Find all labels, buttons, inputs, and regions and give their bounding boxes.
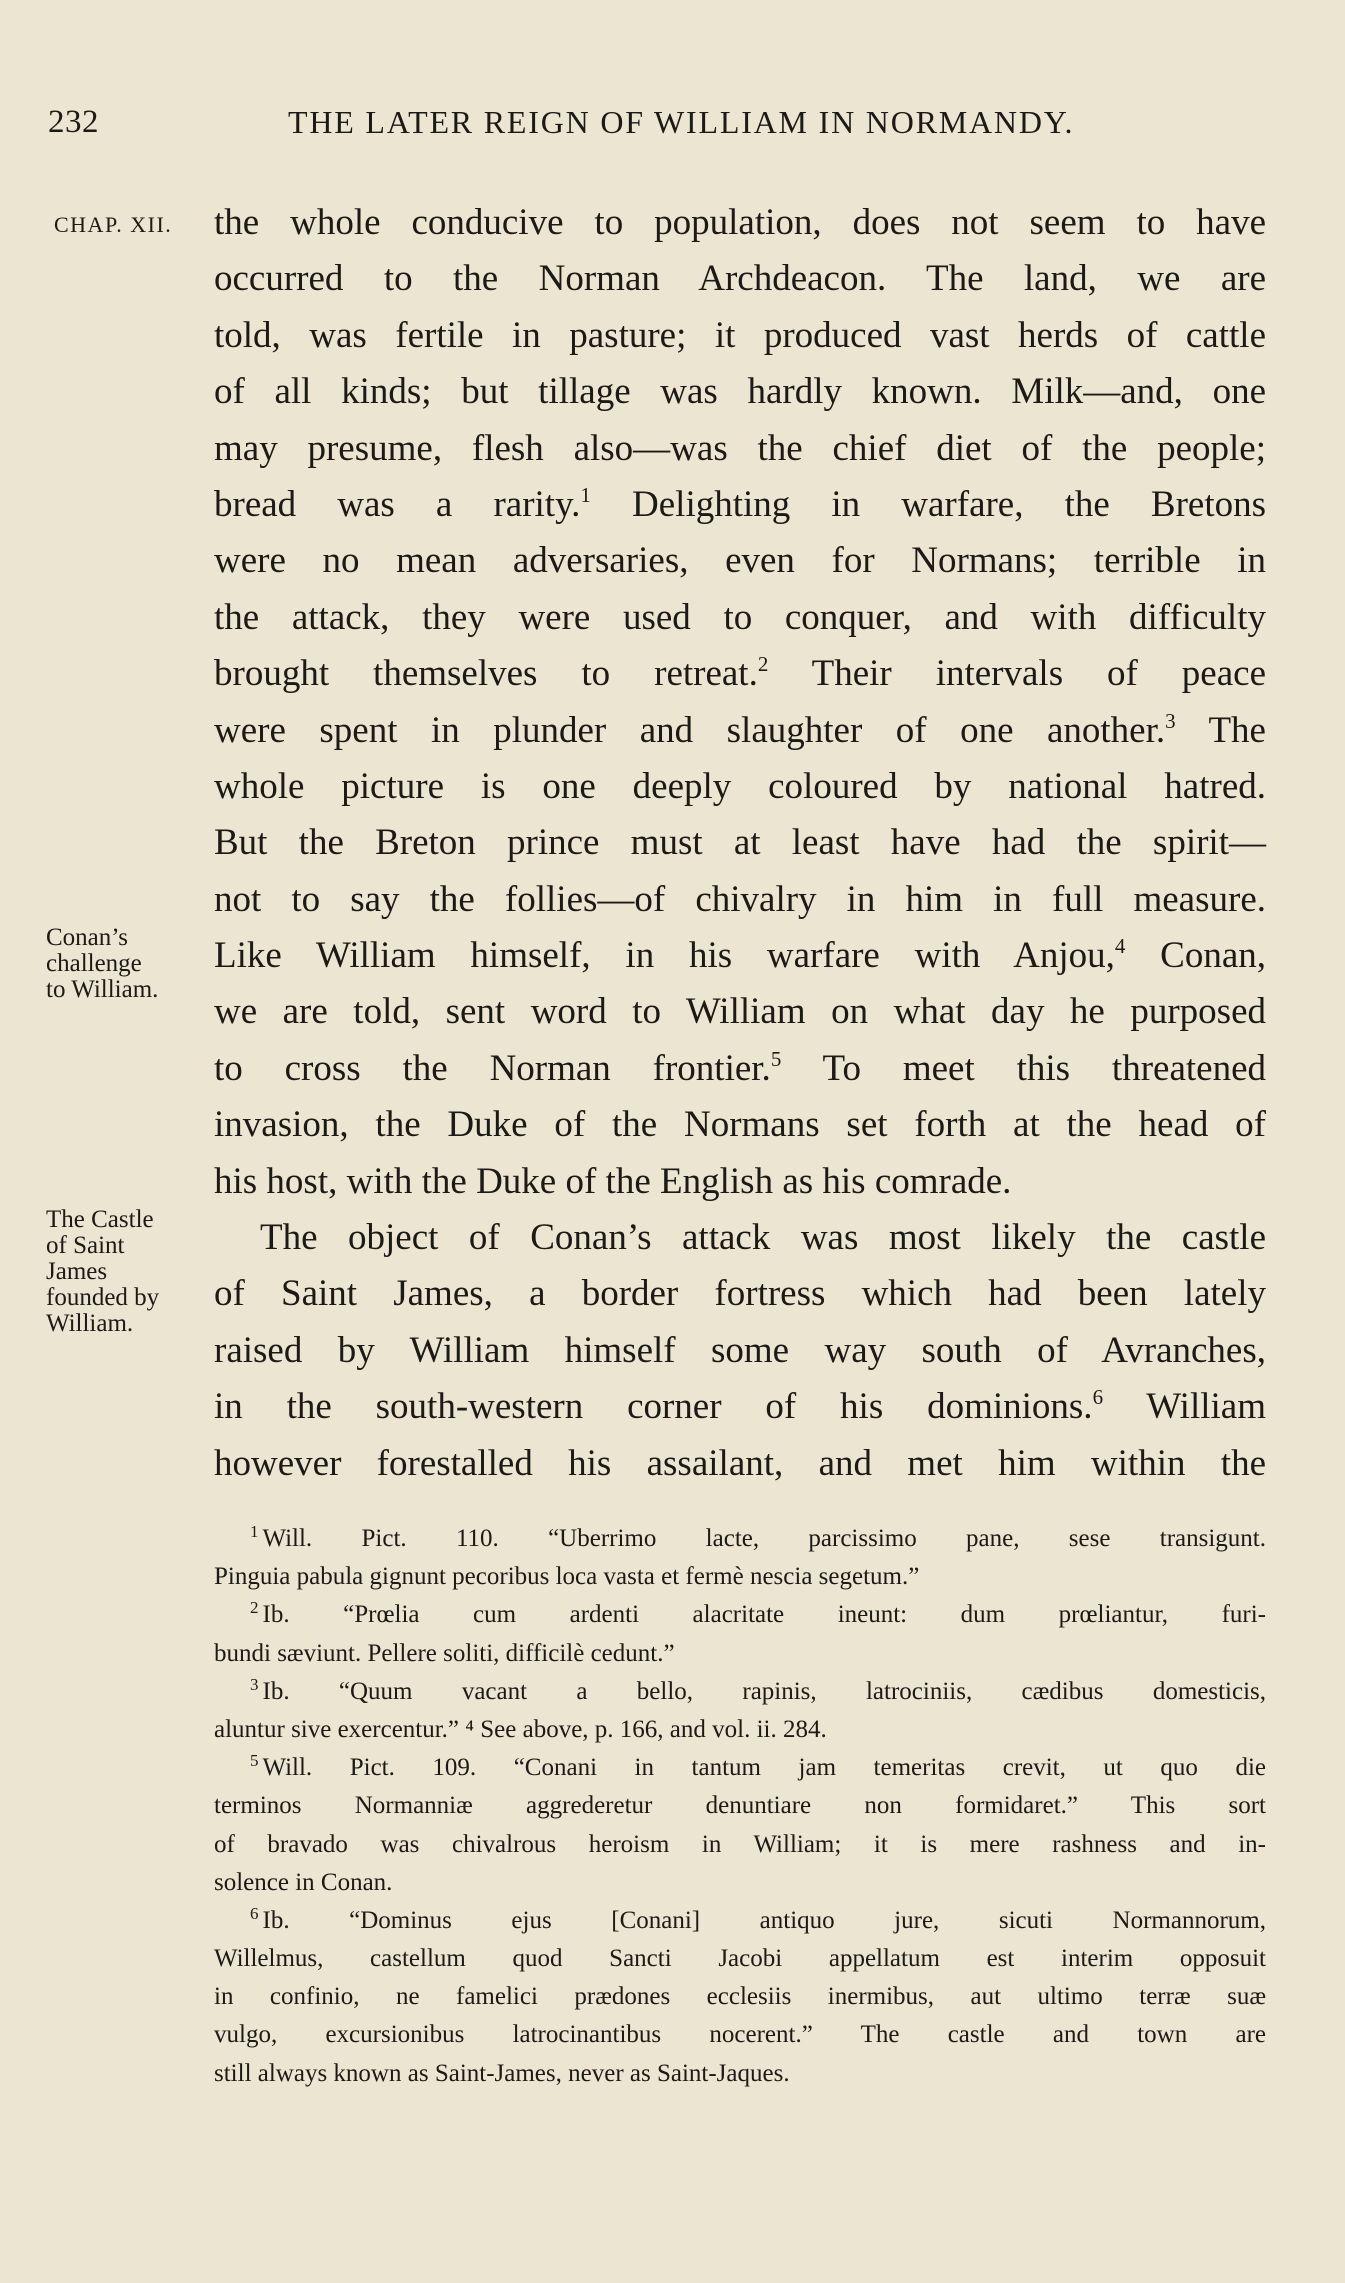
footnote-line — [214, 2016, 1266, 2054]
sidenote-line: to William. — [46, 976, 159, 1003]
sidenote-line: James — [46, 1258, 108, 1285]
body-line-text: The — [1175, 709, 1266, 751]
body-line — [214, 1097, 1266, 1153]
body-line-text: however forestalled his assailant, and met him within the — [214, 1442, 1266, 1484]
footnote-line — [214, 1673, 1266, 1711]
sidenote-line: The Castle — [46, 1206, 154, 1233]
footnotes — [214, 1520, 1266, 2093]
body-line-text: raised by William himself some way south of Avranches, — [214, 1329, 1266, 1371]
footnote-line — [214, 1940, 1266, 1978]
body-line-text: we are told, sent word to William on what day he purposed — [214, 991, 1266, 1033]
footnote-text: bundi sæviunt. Pellere soliti, difficilè cedunt.” — [214, 1639, 675, 1667]
body-line — [214, 1323, 1266, 1379]
body-line-text: Their intervals of peace — [768, 653, 1266, 695]
body-line — [214, 984, 1266, 1040]
body-line — [214, 590, 1266, 646]
footnote-mark: 5 — [250, 1751, 259, 1771]
body-line-text: told, was fertile in pasture; it produced vast herds of cattle — [214, 314, 1266, 356]
body-line-text: in the south-western corner of his dominions. — [214, 1386, 1093, 1428]
body-line — [214, 815, 1266, 871]
footnote-line — [214, 1787, 1266, 1825]
footnote-text: still always known as Saint-James, never as Saint-Jaques. — [214, 2059, 790, 2087]
footnote-text: Willelmus, castellum quod Sancti Jacobi appellatum est interim opposuit — [214, 1945, 1266, 1973]
sidenote-line: Conan’s — [46, 924, 128, 951]
body-line — [214, 1379, 1266, 1435]
footnote-line — [214, 1596, 1266, 1634]
body-line-text: of all kinds; but tillage was hardly known. Milk—and, one — [214, 371, 1266, 413]
footnote-line — [214, 1978, 1266, 2016]
footnote-text: solence in Conan. — [214, 1868, 393, 1896]
body-line-text: bread was a rarity. — [214, 483, 581, 525]
body-line-text: Like William himself, in his warfare with Anjou, — [214, 935, 1115, 977]
footnote-text: Ib. “Quum vacant a bello, rapinis, latrociniis, cædibus domesticis, — [262, 1677, 1266, 1705]
body-line-text: of Saint James, a border fortress which had been lately — [214, 1273, 1266, 1315]
footnote-line — [214, 1711, 1266, 1749]
body-line-text: But the Breton prince must at least have had the spirit— — [214, 822, 1266, 864]
body-line-text: Conan, — [1125, 935, 1266, 977]
footnote-line — [214, 1520, 1266, 1558]
body-line — [214, 477, 1266, 533]
body-line-text: were spent in plunder and slaughter of one another. — [214, 709, 1166, 751]
footnote-mark: 6 — [250, 1903, 259, 1923]
body-line — [214, 646, 1266, 702]
footnote-text: Ib. “Dominus ejus [Conani] antiquo jure, sicuti Normannorum, — [262, 1906, 1266, 1934]
body-line-text: were no mean adversaries, even for Normans; terrible in — [214, 540, 1266, 582]
body-line — [214, 195, 1266, 251]
footnote-mark: 3 — [250, 1674, 259, 1694]
body-line-text: the whole conducive to population, does not seem to have — [214, 202, 1266, 243]
body-line — [214, 1154, 1266, 1210]
body-line-text: invasion, the Duke of the Normans set forth at the head of — [214, 1104, 1266, 1146]
sidenote-line: challenge — [46, 950, 142, 977]
footnote-text: aluntur sive exercentur.” ⁴ See above, p. 166, and vol. ii. 284. — [214, 1715, 827, 1743]
body-line-text: occurred to the Norman Archdeacon. The land, we are — [214, 258, 1266, 300]
body-line — [214, 759, 1266, 815]
body-line — [214, 1266, 1266, 1322]
body-line — [214, 928, 1266, 984]
body-line-text: Delighting in warfare, the Bretons — [590, 483, 1266, 525]
body-line — [214, 533, 1266, 589]
chapter-marker: CHAP. XII. — [54, 212, 173, 237]
footnote-ref: 4 — [1114, 934, 1126, 959]
body-line — [214, 364, 1266, 420]
sidenote-line: founded by — [46, 1284, 160, 1311]
body-line — [214, 1041, 1266, 1097]
footnote-line — [214, 1558, 1266, 1596]
running-head — [48, 104, 1220, 148]
body-line-text: to cross the Norman frontier. — [214, 1047, 771, 1089]
footnote-ref: 2 — [757, 652, 769, 677]
footnote-line — [214, 1635, 1266, 1673]
footnote-text: Pinguia pabula gignunt pecoribus loca vasta et fermè nescia segetum.” — [214, 1563, 920, 1591]
body-line-text: William — [1103, 1386, 1266, 1428]
footnote-mark: 2 — [250, 1598, 259, 1618]
footnote-ref: 6 — [1092, 1385, 1104, 1410]
footnote-text: vulgo, excursionibus latrocinantibus nocerent.” The castle and town are — [214, 2021, 1266, 2049]
footnote-text: Will. Pict. 110. “Uberrimo lacte, parcissimo pane, sese transigunt. — [262, 1525, 1266, 1552]
footnote-ref: 3 — [1165, 708, 1176, 733]
footnote-text: terminos Normanniæ aggrederetur denuntiare non formidaret.” This sort — [214, 1792, 1266, 1820]
body-line — [214, 872, 1266, 928]
body-text — [214, 195, 1266, 1492]
footnote-mark: 1 — [250, 1522, 259, 1541]
body-line — [214, 703, 1266, 759]
body-line-text: brought themselves to retreat. — [214, 653, 758, 695]
body-line-text: not to say the follies—of chivalry in him in full measure. — [214, 878, 1266, 920]
body-line — [214, 1436, 1266, 1492]
sidenote-line: of Saint — [46, 1232, 125, 1259]
footnote-line — [214, 1749, 1266, 1787]
body-line — [214, 1210, 1266, 1266]
footnote-text: Ib. “Prœlia cum ardenti alacritate ineunt: dum prœliantur, furi- — [262, 1601, 1266, 1629]
page-number: 232 — [48, 104, 99, 140]
body-line-text: the attack, they were used to conquer, and with difficulty — [214, 596, 1266, 638]
body-line-text: To meet this threatened — [781, 1047, 1266, 1089]
footnote-text: Will. Pict. 109. “Conani in tantum jam temeritas crevit, ut quo die — [262, 1754, 1266, 1782]
footnote-line — [214, 2055, 1266, 2093]
footnote-line — [214, 1902, 1266, 1940]
footnote-line — [214, 1826, 1266, 1864]
sidenote-castle-saint-james — [46, 1207, 214, 1337]
footnote-text: of bravado was chivalrous heroism in William; it is mere rashness and in- — [214, 1830, 1266, 1858]
body-line — [214, 251, 1266, 307]
footnote-text: in confinio, ne famelici prædones ecclesiis inermibus, aut ultimo terræ suæ — [214, 1983, 1266, 2011]
body-line — [214, 308, 1266, 364]
body-line-text: whole picture is one deeply coloured by national hatred. — [214, 765, 1266, 807]
footnote-ref: 5 — [770, 1046, 782, 1071]
footnote-line — [214, 1864, 1266, 1902]
body-line — [214, 421, 1266, 477]
body-line-text: The object of Conan’s attack was most likely the castle — [260, 1217, 1266, 1259]
footnote-ref: 1 — [580, 482, 591, 507]
sidenote-conans-challenge — [46, 925, 214, 1003]
sidenote-line: William. — [46, 1310, 134, 1337]
body-line-text: his host, with the Duke of the English as his comrade. — [214, 1160, 1012, 1202]
body-line-text: may presume, flesh also—was the chief diet of the people; — [214, 427, 1266, 469]
running-title: THE LATER REIGN OF WILLIAM IN NORMANDY. — [288, 104, 1075, 140]
